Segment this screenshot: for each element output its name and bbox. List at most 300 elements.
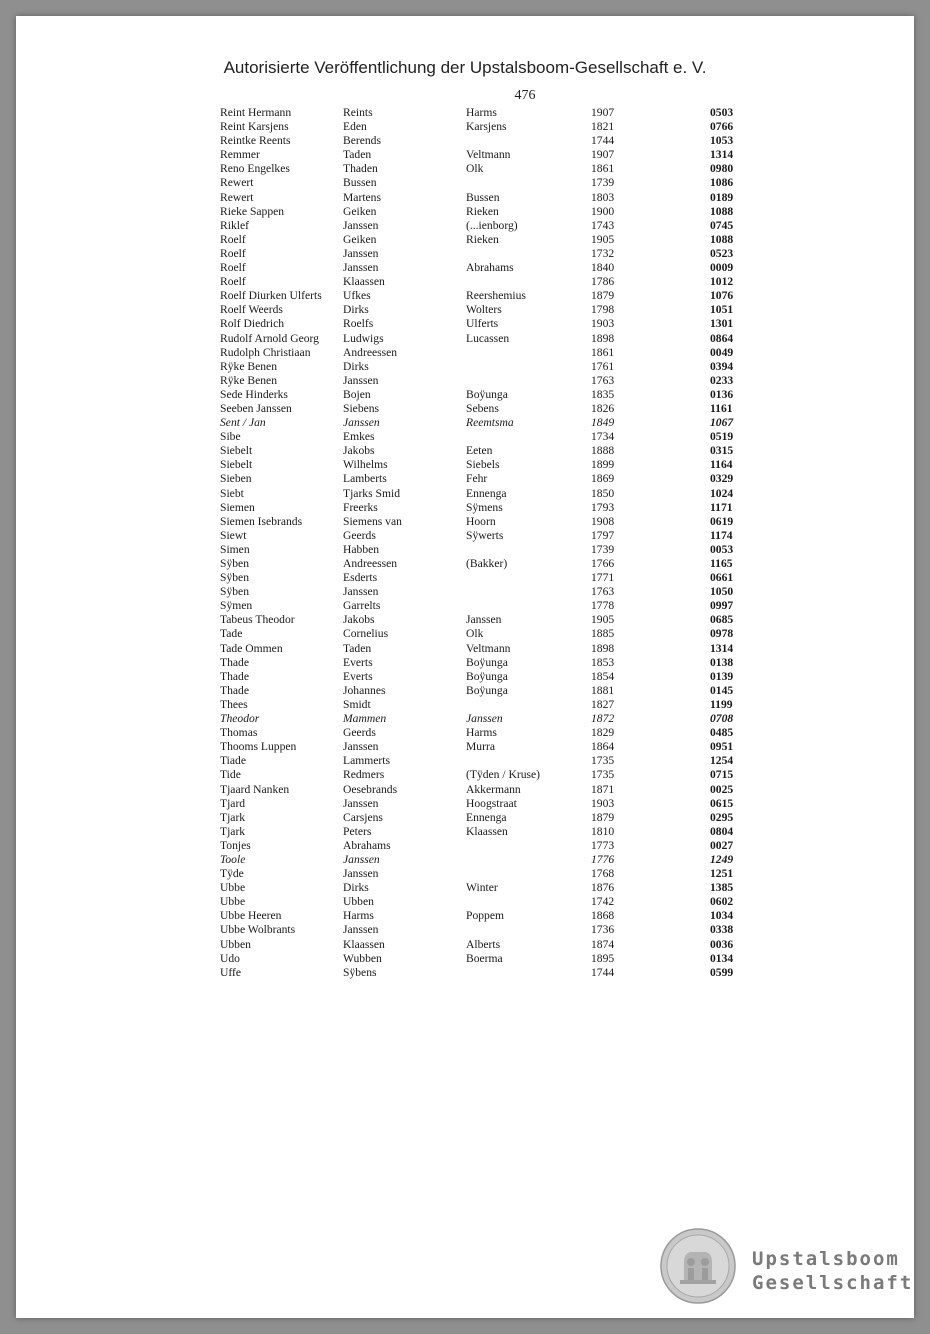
- record-number-cell: 1165: [710, 557, 733, 570]
- year-cell: 1868: [591, 909, 615, 923]
- year-cell: 1905: [591, 613, 615, 627]
- table-row: [0, 627, 930, 641]
- year-cell: 1803: [591, 190, 615, 204]
- given-name-cell: Roelf Diurken Ulferts: [220, 289, 322, 303]
- table-row: [0, 487, 930, 501]
- patronym-cell: Lammerts: [343, 754, 391, 768]
- given-name-cell: Thees: [220, 697, 248, 711]
- given-name-cell: Theodor: [220, 712, 260, 726]
- family-name-cell: Veltmann: [466, 148, 511, 162]
- record-number-cell: 1301: [710, 317, 734, 331]
- patronym-cell: Taden: [343, 641, 372, 655]
- record-number-cell: 0619: [710, 514, 734, 528]
- family-name-cell: Wolters: [466, 303, 502, 317]
- year-cell: 1763: [591, 373, 615, 387]
- family-name-cell: Akkermann: [466, 782, 521, 796]
- patronym-cell: Wubben: [343, 951, 382, 965]
- patronym-cell: Mammen: [343, 712, 387, 726]
- record-number-cell: 0009: [710, 261, 734, 275]
- patronym-cell: Siebens: [343, 401, 380, 415]
- patronym-cell: Everts: [343, 669, 373, 683]
- table-row: [0, 825, 930, 839]
- record-number-cell: 0138: [710, 655, 734, 669]
- table-row: [0, 106, 930, 120]
- family-name-cell: Klaassen: [466, 824, 508, 838]
- family-name-cell: Olk: [466, 627, 484, 641]
- given-name-cell: Tide: [220, 768, 241, 782]
- record-number-cell: 1171: [710, 500, 733, 514]
- given-name-cell: Rieke Sappen: [220, 204, 285, 218]
- table-row: [0, 120, 930, 134]
- patronym-cell: Bussen: [343, 176, 377, 190]
- year-cell: 1895: [591, 951, 615, 965]
- year-cell: 1821: [591, 120, 615, 134]
- given-name-cell: Udo: [220, 951, 240, 965]
- given-name-cell: Remmer: [220, 148, 260, 162]
- family-name-cell: Murra: [466, 740, 495, 754]
- table-row: [0, 261, 930, 275]
- table-row: [0, 346, 930, 360]
- family-name-cell: Janssen: [466, 613, 502, 627]
- record-number-cell: 0189: [710, 190, 734, 204]
- year-cell: 1763: [591, 585, 615, 599]
- year-cell: 1766: [591, 557, 615, 570]
- table-row: [0, 472, 930, 486]
- year-cell: 1879: [591, 289, 615, 303]
- given-name-cell: Simen: [220, 542, 250, 556]
- patronym-cell: Oesebrands: [343, 782, 398, 796]
- given-name-cell: Reno Engelkes: [220, 162, 290, 176]
- table-row: [0, 402, 930, 416]
- logo-line-2: Gesellschaft: [752, 1272, 914, 1294]
- given-name-cell: Tade: [220, 627, 243, 641]
- record-number-cell: 1385: [710, 881, 734, 895]
- year-cell: 1876: [591, 881, 615, 895]
- year-cell: 1793: [591, 500, 615, 514]
- given-name-cell: Seeben Janssen: [220, 401, 292, 415]
- patronym-cell: Sÿbens: [343, 965, 377, 979]
- patronym-cell: Berends: [343, 134, 381, 148]
- year-cell: 1736: [591, 923, 615, 937]
- patronym-cell: Emkes: [343, 430, 375, 444]
- record-number-cell: 0602: [710, 895, 734, 909]
- record-number-cell: 0329: [710, 472, 734, 486]
- year-cell: 1907: [591, 106, 615, 119]
- family-name-cell: (...ienborg): [466, 218, 518, 232]
- given-name-cell: Thade: [220, 655, 249, 669]
- table-row: [0, 134, 930, 148]
- record-number-cell: 1174: [710, 528, 733, 542]
- given-name-cell: Thade: [220, 683, 249, 697]
- patronym-cell: Geerds: [343, 726, 376, 740]
- patronym-cell: Klaassen: [343, 937, 385, 951]
- record-number-cell: 0394: [710, 359, 734, 373]
- family-name-cell: Abrahams: [466, 261, 514, 275]
- year-cell: 1872: [591, 712, 615, 726]
- family-name-cell: Hoorn: [466, 514, 496, 528]
- patronym-cell: Thaden: [343, 162, 378, 176]
- patronym-cell: Harms: [343, 909, 374, 923]
- patronym-cell: Janssen: [343, 585, 379, 599]
- given-name-cell: Tonjes: [220, 838, 251, 852]
- table-row: [0, 853, 930, 867]
- record-number-cell: 0136: [710, 387, 734, 401]
- patronym-cell: Ufkes: [343, 289, 371, 303]
- table-row: [0, 797, 930, 811]
- given-name-cell: Riklef: [220, 218, 249, 232]
- family-name-cell: Veltmann: [466, 641, 511, 655]
- family-name-cell: Harms: [466, 726, 497, 740]
- table-row: [0, 684, 930, 698]
- given-name-cell: Ubbe: [220, 881, 246, 895]
- record-number-cell: 1088: [710, 232, 734, 246]
- year-cell: 1735: [591, 754, 615, 768]
- patronym-cell: Janssen: [343, 796, 379, 810]
- record-number-cell: 0139: [710, 669, 734, 683]
- patronym-cell: Abrahams: [343, 838, 391, 852]
- table-row: [0, 938, 930, 952]
- year-cell: 1861: [591, 345, 615, 359]
- table-row: [0, 881, 930, 895]
- family-name-cell: Bussen: [466, 190, 500, 204]
- family-name-cell: Rieken: [466, 204, 499, 218]
- given-name-cell: Toole: [220, 852, 246, 866]
- given-name-cell: Tjark: [220, 824, 246, 838]
- given-name-cell: Rÿke Benen: [220, 359, 277, 373]
- table-row: [0, 430, 930, 444]
- table-row: [0, 557, 930, 571]
- given-name-cell: Sÿben: [220, 585, 249, 599]
- year-cell: 1735: [591, 768, 615, 782]
- society-seal-icon: [660, 1228, 736, 1304]
- year-cell: 1739: [591, 542, 615, 556]
- table-row: [0, 416, 930, 430]
- patronym-cell: Dirks: [343, 881, 369, 895]
- patronym-cell: Wilhelms: [343, 458, 388, 472]
- family-name-cell: Reershemius: [466, 289, 526, 303]
- year-cell: 1810: [591, 824, 615, 838]
- year-cell: 1879: [591, 810, 615, 824]
- society-logo-text: [752, 1247, 913, 1295]
- record-number-cell: 0599: [710, 965, 734, 979]
- table-row: [0, 642, 930, 656]
- record-number-cell: 0519: [710, 430, 734, 444]
- record-number-cell: 0804: [710, 824, 734, 838]
- year-cell: 1768: [591, 867, 615, 881]
- given-name-cell: Reintke Reents: [220, 134, 291, 148]
- record-number-cell: 0053: [710, 542, 734, 556]
- given-name-cell: Sÿmen: [220, 599, 253, 613]
- year-cell: 1907: [591, 148, 615, 162]
- record-number-cell: 0145: [710, 683, 734, 697]
- record-number-cell: 0615: [710, 796, 734, 810]
- table-row: [0, 783, 930, 797]
- record-number-cell: 1161: [710, 401, 733, 415]
- patronym-cell: Dirks: [343, 359, 369, 373]
- table-row: [0, 275, 930, 289]
- record-number-cell: 0503: [710, 106, 734, 119]
- year-cell: 1829: [591, 726, 615, 740]
- year-cell: 1864: [591, 740, 615, 754]
- given-name-cell: Siemen Isebrands: [220, 514, 303, 528]
- table-row: [0, 515, 930, 529]
- family-name-cell: Sÿwerts: [466, 528, 504, 542]
- given-name-cell: Roelf: [220, 275, 246, 289]
- year-cell: 1900: [591, 204, 615, 218]
- table-row: [0, 388, 930, 402]
- year-cell: 1885: [591, 627, 615, 641]
- year-cell: 1905: [591, 232, 615, 246]
- table-row: [0, 754, 930, 768]
- record-number-cell: 1053: [710, 134, 734, 148]
- patronym-cell: Andreessen: [343, 557, 398, 570]
- patronym-cell: Janssen: [343, 373, 379, 387]
- given-name-cell: Thooms Luppen: [220, 740, 297, 754]
- patronym-cell: Martens: [343, 190, 381, 204]
- record-number-cell: 1086: [710, 176, 734, 190]
- family-name-cell: Lucassen: [466, 331, 510, 345]
- family-name-cell: Boerma: [466, 951, 503, 965]
- table-row: [0, 317, 930, 331]
- patronym-cell: Ubben: [343, 895, 374, 909]
- given-name-cell: Tade Ommen: [220, 641, 283, 655]
- year-cell: 1888: [591, 444, 615, 458]
- patronym-cell: Taden: [343, 148, 372, 162]
- table-row: [0, 740, 930, 754]
- year-cell: 1850: [591, 486, 615, 500]
- patronym-cell: Dirks: [343, 303, 369, 317]
- given-name-cell: Roelf: [220, 261, 246, 275]
- patronym-cell: Geiken: [343, 204, 377, 218]
- given-name-cell: Ubben: [220, 937, 251, 951]
- given-name-cell: Sieben: [220, 472, 252, 486]
- table-row: [0, 458, 930, 472]
- family-name-cell: Karsjens: [466, 120, 507, 134]
- record-number-cell: 0951: [710, 740, 734, 754]
- year-cell: 1908: [591, 514, 615, 528]
- family-name-cell: Poppem: [466, 909, 505, 923]
- year-cell: 1881: [591, 683, 615, 697]
- year-cell: 1761: [591, 359, 615, 373]
- given-name-cell: Rÿke Benen: [220, 373, 277, 387]
- year-cell: 1732: [591, 246, 615, 260]
- table-row: [0, 698, 930, 712]
- table-row: [0, 726, 930, 740]
- family-name-cell: Alberts: [466, 937, 501, 951]
- family-name-cell: Fehr: [466, 472, 488, 486]
- year-cell: 1739: [591, 176, 615, 190]
- record-number-cell: 0980: [710, 162, 734, 176]
- year-cell: 1903: [591, 317, 615, 331]
- record-number-cell: 1012: [710, 275, 734, 289]
- year-cell: 1874: [591, 937, 615, 951]
- record-number-cell: 1164: [710, 458, 733, 472]
- record-number-cell: 1249: [710, 852, 734, 866]
- year-cell: 1744: [591, 965, 615, 979]
- given-name-cell: Tiade: [220, 754, 246, 768]
- family-name-cell: Olk: [466, 162, 484, 176]
- patronym-cell: Siemens van: [343, 514, 402, 528]
- record-number-cell: 0685: [710, 613, 734, 627]
- table-row: [0, 219, 930, 233]
- table-row: [0, 247, 930, 261]
- patronym-cell: Janssen: [343, 852, 380, 866]
- record-number-cell: 0864: [710, 331, 734, 345]
- patronym-cell: Jakobs: [343, 613, 375, 627]
- year-cell: 1797: [591, 528, 615, 542]
- record-number-cell: 0978: [710, 627, 734, 641]
- family-name-cell: Ulferts: [466, 317, 499, 331]
- patronym-cell: Esderts: [343, 571, 378, 585]
- table-row: [0, 952, 930, 966]
- patronym-cell: Janssen: [343, 416, 380, 430]
- given-name-cell: Sent / Jan: [220, 416, 266, 430]
- table-row: [0, 811, 930, 825]
- table-row: [0, 162, 930, 176]
- year-cell: 1773: [591, 838, 615, 852]
- table-row: [0, 571, 930, 585]
- record-number-cell: 0745: [710, 218, 734, 232]
- given-name-cell: Rudolph Christiaan: [220, 345, 311, 359]
- table-row: [0, 289, 930, 303]
- year-cell: 1835: [591, 387, 615, 401]
- patronym-cell: Andreessen: [343, 345, 398, 359]
- record-number-cell: 0049: [710, 345, 734, 359]
- record-number-cell: 0233: [710, 373, 734, 387]
- given-name-cell: Thade: [220, 669, 249, 683]
- patronym-cell: Geerds: [343, 528, 376, 542]
- record-number-cell: 1034: [710, 909, 734, 923]
- table-row: [0, 233, 930, 247]
- year-cell: 1898: [591, 331, 615, 345]
- record-number-cell: 0027: [710, 838, 734, 852]
- year-cell: 1826: [591, 401, 615, 415]
- given-name-cell: Reint Karsjens: [220, 120, 289, 134]
- patronym-cell: Lamberts: [343, 472, 387, 486]
- table-row: [0, 712, 930, 726]
- table-row: [0, 923, 930, 937]
- patronym-cell: Bojen: [343, 387, 371, 401]
- table-row: [0, 895, 930, 909]
- record-number-cell: 1024: [710, 486, 734, 500]
- record-number-cell: 1051: [710, 303, 734, 317]
- record-number-cell: 0485: [710, 726, 734, 740]
- table-row: [0, 599, 930, 613]
- year-cell: 1778: [591, 599, 615, 613]
- family-name-cell: Sÿmens: [466, 500, 503, 514]
- patronym-cell: Peters: [343, 824, 372, 838]
- year-cell: 1743: [591, 218, 615, 232]
- family-name-cell: Reemtsma: [466, 416, 514, 430]
- patronym-cell: Johannes: [343, 683, 386, 697]
- record-number-cell: 1076: [710, 289, 734, 303]
- patronym-cell: Janssen: [343, 867, 379, 881]
- year-cell: 1869: [591, 472, 615, 486]
- record-number-cell: 0715: [710, 768, 734, 782]
- year-cell: 1849: [591, 416, 615, 430]
- table-row: [0, 543, 930, 557]
- patronym-cell: Klaassen: [343, 275, 385, 289]
- given-name-cell: Tÿde: [220, 867, 244, 881]
- record-number-cell: 0315: [710, 444, 734, 458]
- table-row: [0, 613, 930, 627]
- table-row: [0, 909, 930, 923]
- given-name-cell: Sibe: [220, 430, 241, 444]
- family-name-cell: Ennenga: [466, 810, 507, 824]
- year-cell: 1786: [591, 275, 615, 289]
- given-name-cell: Uffe: [220, 965, 242, 979]
- family-name-cell: Boÿunga: [466, 655, 508, 669]
- given-name-cell: Tabeus Theodor: [220, 613, 295, 627]
- given-name-cell: Rewert: [220, 190, 254, 204]
- family-name-cell: Harms: [466, 106, 497, 119]
- record-number-cell: 0708: [710, 712, 734, 726]
- year-cell: 1861: [591, 162, 615, 176]
- patronym-cell: Jakobs: [343, 444, 375, 458]
- year-cell: 1776: [591, 852, 615, 866]
- table-row: [0, 191, 930, 205]
- year-cell: 1827: [591, 697, 615, 711]
- record-number-cell: 0134: [710, 951, 734, 965]
- family-name-cell: Hoogstraat: [466, 796, 517, 810]
- given-name-cell: Rolf Diedrich: [220, 317, 285, 331]
- given-name-cell: Siewt: [220, 528, 247, 542]
- table-row: [0, 585, 930, 599]
- record-number-cell: 0025: [710, 782, 734, 796]
- record-number-cell: 1314: [710, 148, 734, 162]
- patronym-cell: Janssen: [343, 740, 379, 754]
- page-header: Autorisierte Veröffentlichung der Upstalsboom-Gesellschaft e. V.: [223, 58, 707, 77]
- patronym-cell: Roelfs: [343, 317, 374, 331]
- logo-line-1: Upstalsboom: [752, 1248, 900, 1270]
- given-name-cell: Roelf: [220, 246, 246, 260]
- record-number-cell: 1251: [710, 867, 734, 881]
- table-row: [0, 501, 930, 515]
- table-row: [0, 444, 930, 458]
- family-name-cell: Boÿunga: [466, 683, 508, 697]
- patronym-cell: Eden: [343, 120, 367, 134]
- family-name-cell: Ennenga: [466, 486, 507, 500]
- table-row: [0, 176, 930, 190]
- patronym-cell: Everts: [343, 655, 373, 669]
- table-row: [0, 839, 930, 853]
- patronym-cell: Smidt: [343, 697, 371, 711]
- patronym-cell: Redmers: [343, 768, 385, 782]
- given-name-cell: Ubbe Heeren: [220, 909, 282, 923]
- year-cell: 1853: [591, 655, 615, 669]
- given-name-cell: Tjaard Nanken: [220, 782, 290, 796]
- given-name-cell: Roelf: [220, 232, 246, 246]
- table-row: [0, 529, 930, 543]
- given-name-cell: Ubbe Wolbrants: [220, 923, 296, 937]
- given-name-cell: Tjard: [220, 796, 246, 810]
- patronym-cell: Ludwigs: [343, 331, 384, 345]
- patronym-cell: Janssen: [343, 246, 379, 260]
- year-cell: 1771: [591, 571, 615, 585]
- given-name-cell: Sÿben: [220, 571, 249, 585]
- record-number-cell: 0661: [710, 571, 734, 585]
- given-name-cell: Tjark: [220, 810, 246, 824]
- given-name-cell: Roelf Weerds: [220, 303, 283, 317]
- table-row: [0, 670, 930, 684]
- table-row: [0, 867, 930, 881]
- table-row: [0, 360, 930, 374]
- register-table: [0, 106, 930, 980]
- family-name-cell: Boÿunga: [466, 669, 508, 683]
- table-row: [0, 656, 930, 670]
- given-name-cell: Siemen: [220, 500, 255, 514]
- record-number-cell: 1050: [710, 585, 734, 599]
